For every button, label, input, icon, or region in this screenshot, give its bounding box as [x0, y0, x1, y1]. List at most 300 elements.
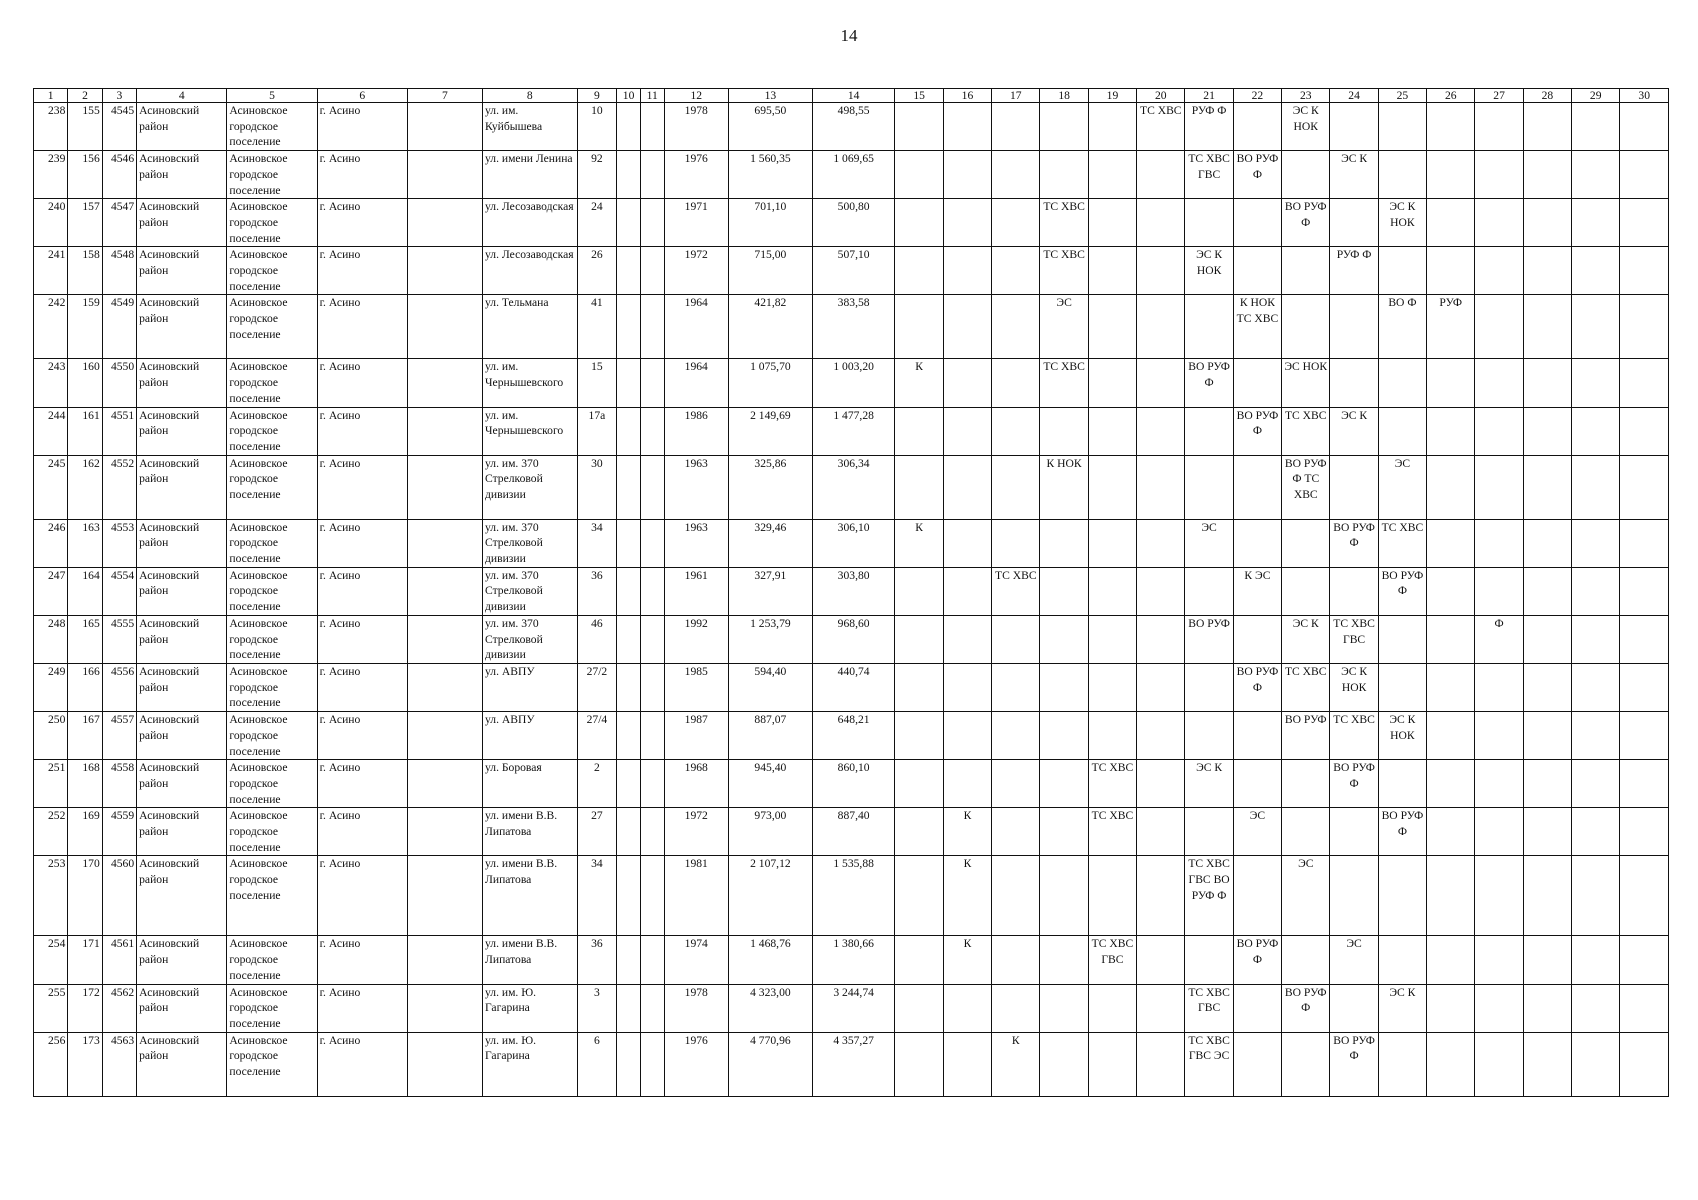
cell-col-7: [407, 936, 482, 984]
cell-col-4: Асиновский район: [137, 856, 227, 936]
cell-col-24: РУФ Ф: [1330, 247, 1378, 295]
cell-col-25: ТС ХВС: [1378, 519, 1426, 567]
cell-col-12: 1978: [664, 984, 728, 1032]
cell-col-20: [1137, 1032, 1185, 1096]
cell-col-26: [1427, 615, 1475, 663]
cell-col-29: [1572, 856, 1620, 936]
cell-col-16: [943, 295, 991, 359]
cell-col-17: [992, 712, 1040, 760]
cell-col-16: [943, 519, 991, 567]
cell-col-18: ТС ХВС: [1040, 247, 1088, 295]
cell-col-4: Асиновский район: [137, 663, 227, 711]
cell-col-7: [407, 151, 482, 199]
cell-col-16: [943, 103, 991, 151]
cell-col-21: ТС ХВС ГВС: [1185, 984, 1233, 1032]
cell-col-6: г. Асино: [317, 1032, 407, 1096]
cell-col-7: [407, 407, 482, 455]
cell-col-27: [1475, 455, 1523, 519]
cell-col-9: 2: [577, 760, 617, 808]
cell-col-26: [1427, 1032, 1475, 1096]
table-body: [34, 103, 1669, 1097]
cell-col-25: ЭС К: [1378, 984, 1426, 1032]
cell-col-22: [1233, 615, 1281, 663]
cell-col-8: ул. Лесозаводская: [483, 247, 578, 295]
cell-col-16: К: [943, 808, 991, 856]
cell-col-19: [1088, 103, 1136, 151]
cell-col-28: [1523, 295, 1571, 359]
cell-col-5: Асиновское городское поселение: [227, 712, 317, 760]
cell-col-14: 440,74: [812, 663, 895, 711]
cell-col-2: 171: [68, 936, 102, 984]
cell-col-6: г. Асино: [317, 151, 407, 199]
cell-col-11: [640, 663, 664, 711]
column-header-25: 25: [1378, 89, 1426, 103]
cell-col-16: [943, 1032, 991, 1096]
column-header-27: 27: [1475, 89, 1523, 103]
cell-col-5: Асиновское городское поселение: [227, 760, 317, 808]
cell-col-10: [617, 760, 641, 808]
cell-col-10: [617, 856, 641, 936]
cell-col-17: [992, 856, 1040, 936]
cell-col-14: 1 069,65: [812, 151, 895, 199]
table-row: [34, 615, 1669, 663]
cell-col-21: ЭС К НОК: [1185, 247, 1233, 295]
table-row: [34, 359, 1669, 407]
cell-col-2: 161: [68, 407, 102, 455]
cell-col-7: [407, 103, 482, 151]
cell-col-8: ул. имени В.В. Липатова: [483, 808, 578, 856]
cell-col-23: ВО РУФ: [1282, 712, 1330, 760]
cell-col-9: 27: [577, 808, 617, 856]
cell-col-18: [1040, 103, 1088, 151]
cell-col-1: 245: [34, 455, 68, 519]
cell-col-15: [895, 455, 943, 519]
cell-col-7: [407, 663, 482, 711]
cell-col-30: [1620, 295, 1669, 359]
cell-col-21: РУФ Ф: [1185, 103, 1233, 151]
cell-col-25: [1378, 760, 1426, 808]
cell-col-27: [1475, 359, 1523, 407]
column-header-18: 18: [1040, 89, 1088, 103]
cell-col-6: г. Асино: [317, 856, 407, 936]
cell-col-21: [1185, 199, 1233, 247]
cell-col-28: [1523, 615, 1571, 663]
cell-col-10: [617, 712, 641, 760]
cell-col-29: [1572, 663, 1620, 711]
cell-col-30: [1620, 247, 1669, 295]
cell-col-29: [1572, 295, 1620, 359]
cell-col-25: [1378, 615, 1426, 663]
cell-col-9: 36: [577, 936, 617, 984]
cell-col-5: Асиновское городское поселение: [227, 103, 317, 151]
cell-col-23: [1282, 247, 1330, 295]
cell-col-8: ул. Тельмана: [483, 295, 578, 359]
cell-col-4: Асиновский район: [137, 808, 227, 856]
cell-col-23: [1282, 808, 1330, 856]
cell-col-20: [1137, 247, 1185, 295]
cell-col-23: ТС ХВС: [1282, 663, 1330, 711]
cell-col-16: [943, 663, 991, 711]
cell-col-26: [1427, 567, 1475, 615]
cell-col-3: 4548: [102, 247, 136, 295]
cell-col-11: [640, 1032, 664, 1096]
cell-col-21: ЭС К: [1185, 760, 1233, 808]
cell-col-26: [1427, 808, 1475, 856]
cell-col-14: 500,80: [812, 199, 895, 247]
cell-col-11: [640, 808, 664, 856]
cell-col-12: 1985: [664, 663, 728, 711]
cell-col-12: 1974: [664, 936, 728, 984]
cell-col-11: [640, 247, 664, 295]
cell-col-2: 157: [68, 199, 102, 247]
cell-col-22: [1233, 1032, 1281, 1096]
cell-col-17: [992, 663, 1040, 711]
cell-col-26: [1427, 760, 1475, 808]
cell-col-28: [1523, 856, 1571, 936]
column-header-4: 4: [137, 89, 227, 103]
table-row: [34, 760, 1669, 808]
cell-col-27: [1475, 519, 1523, 567]
cell-col-21: ТС ХВС ГВС: [1185, 151, 1233, 199]
cell-col-28: [1523, 808, 1571, 856]
cell-col-20: [1137, 856, 1185, 936]
cell-col-30: [1620, 984, 1669, 1032]
cell-col-6: г. Асино: [317, 295, 407, 359]
cell-col-6: г. Асино: [317, 359, 407, 407]
cell-col-6: г. Асино: [317, 199, 407, 247]
cell-col-5: Асиновское городское поселение: [227, 295, 317, 359]
cell-col-2: 173: [68, 1032, 102, 1096]
cell-col-29: [1572, 455, 1620, 519]
cell-col-15: [895, 103, 943, 151]
cell-col-10: [617, 295, 641, 359]
cell-col-17: [992, 936, 1040, 984]
cell-col-8: ул. им. 370 Стрелковой дивизии: [483, 615, 578, 663]
cell-col-25: ВО РУФ Ф: [1378, 808, 1426, 856]
cell-col-26: [1427, 247, 1475, 295]
cell-col-26: [1427, 712, 1475, 760]
cell-col-30: [1620, 663, 1669, 711]
cell-col-10: [617, 984, 641, 1032]
cell-col-29: [1572, 615, 1620, 663]
cell-col-14: 507,10: [812, 247, 895, 295]
cell-col-29: [1572, 359, 1620, 407]
cell-col-14: 383,58: [812, 295, 895, 359]
cell-col-3: 4560: [102, 856, 136, 936]
cell-col-24: [1330, 808, 1378, 856]
cell-col-2: 158: [68, 247, 102, 295]
cell-col-10: [617, 455, 641, 519]
cell-col-10: [617, 615, 641, 663]
cell-col-30: [1620, 455, 1669, 519]
cell-col-24: [1330, 359, 1378, 407]
cell-col-13: 4 323,00: [728, 984, 812, 1032]
cell-col-4: Асиновский район: [137, 567, 227, 615]
cell-col-9: 3: [577, 984, 617, 1032]
cell-col-15: [895, 615, 943, 663]
cell-col-19: ТС ХВС ГВС: [1088, 936, 1136, 984]
cell-col-11: [640, 936, 664, 984]
cell-col-26: [1427, 199, 1475, 247]
cell-col-23: ВО РУФ Ф: [1282, 199, 1330, 247]
cell-col-17: [992, 760, 1040, 808]
cell-col-13: 329,46: [728, 519, 812, 567]
cell-col-3: 4545: [102, 103, 136, 151]
cell-col-26: [1427, 359, 1475, 407]
cell-col-22: ВО РУФ Ф: [1233, 407, 1281, 455]
table-row: [34, 663, 1669, 711]
cell-col-5: Асиновское городское поселение: [227, 519, 317, 567]
cell-col-10: [617, 808, 641, 856]
cell-col-21: [1185, 936, 1233, 984]
cell-col-6: г. Асино: [317, 712, 407, 760]
cell-col-15: [895, 1032, 943, 1096]
column-header-2: 2: [68, 89, 102, 103]
cell-col-22: ЭС: [1233, 808, 1281, 856]
cell-col-27: [1475, 808, 1523, 856]
cell-col-9: 30: [577, 455, 617, 519]
cell-col-13: 1 075,70: [728, 359, 812, 407]
cell-col-13: 2 107,12: [728, 856, 812, 936]
cell-col-5: Асиновское городское поселение: [227, 936, 317, 984]
cell-col-19: [1088, 1032, 1136, 1096]
cell-col-19: [1088, 199, 1136, 247]
cell-col-14: 306,34: [812, 455, 895, 519]
cell-col-16: [943, 407, 991, 455]
cell-col-2: 166: [68, 663, 102, 711]
cell-col-7: [407, 760, 482, 808]
cell-col-13: 887,07: [728, 712, 812, 760]
cell-col-7: [407, 519, 482, 567]
cell-col-6: г. Асино: [317, 407, 407, 455]
cell-col-15: [895, 760, 943, 808]
cell-col-3: 4547: [102, 199, 136, 247]
cell-col-17: [992, 407, 1040, 455]
cell-col-2: 163: [68, 519, 102, 567]
cell-col-1: 240: [34, 199, 68, 247]
cell-col-14: 860,10: [812, 760, 895, 808]
cell-col-22: [1233, 199, 1281, 247]
cell-col-2: 159: [68, 295, 102, 359]
cell-col-4: Асиновский район: [137, 103, 227, 151]
cell-col-3: 4552: [102, 455, 136, 519]
cell-col-20: [1137, 295, 1185, 359]
cell-col-19: [1088, 856, 1136, 936]
cell-col-18: [1040, 615, 1088, 663]
cell-col-30: [1620, 151, 1669, 199]
column-header-14: 14: [812, 89, 895, 103]
cell-col-1: 253: [34, 856, 68, 936]
table-row: [34, 295, 1669, 359]
cell-col-12: 1972: [664, 808, 728, 856]
cell-col-24: ТС ХВС ГВС: [1330, 615, 1378, 663]
cell-col-28: [1523, 199, 1571, 247]
cell-col-12: 1986: [664, 407, 728, 455]
cell-col-18: ТС ХВС: [1040, 199, 1088, 247]
table-row: [34, 199, 1669, 247]
table-row: [34, 455, 1669, 519]
cell-col-7: [407, 808, 482, 856]
cell-col-3: 4558: [102, 760, 136, 808]
cell-col-18: [1040, 936, 1088, 984]
cell-col-7: [407, 712, 482, 760]
cell-col-9: 27/2: [577, 663, 617, 711]
cell-col-25: ВО Ф: [1378, 295, 1426, 359]
cell-col-20: [1137, 760, 1185, 808]
cell-col-19: [1088, 151, 1136, 199]
cell-col-20: [1137, 712, 1185, 760]
cell-col-18: [1040, 984, 1088, 1032]
cell-col-4: Асиновский район: [137, 151, 227, 199]
column-header-8: 8: [483, 89, 578, 103]
cell-col-7: [407, 984, 482, 1032]
cell-col-4: Асиновский район: [137, 1032, 227, 1096]
cell-col-18: [1040, 808, 1088, 856]
cell-col-23: ЭС К НОК: [1282, 103, 1330, 151]
cell-col-2: 156: [68, 151, 102, 199]
cell-col-11: [640, 760, 664, 808]
cell-col-24: [1330, 199, 1378, 247]
cell-col-4: Асиновский район: [137, 936, 227, 984]
cell-col-3: 4562: [102, 984, 136, 1032]
cell-col-24: [1330, 567, 1378, 615]
cell-col-15: [895, 247, 943, 295]
cell-col-7: [407, 455, 482, 519]
cell-col-19: ТС ХВС: [1088, 760, 1136, 808]
cell-col-30: [1620, 808, 1669, 856]
cell-col-20: [1137, 663, 1185, 711]
cell-col-3: 4561: [102, 936, 136, 984]
cell-col-1: 256: [34, 1032, 68, 1096]
cell-col-3: 4563: [102, 1032, 136, 1096]
cell-col-18: [1040, 519, 1088, 567]
cell-col-27: [1475, 567, 1523, 615]
cell-col-23: ВО РУФ Ф ТС ХВС: [1282, 455, 1330, 519]
cell-col-30: [1620, 615, 1669, 663]
cell-col-4: Асиновский район: [137, 984, 227, 1032]
cell-col-1: 243: [34, 359, 68, 407]
cell-col-22: ВО РУФ Ф: [1233, 663, 1281, 711]
column-header-16: 16: [943, 89, 991, 103]
cell-col-19: [1088, 359, 1136, 407]
cell-col-7: [407, 247, 482, 295]
cell-col-18: [1040, 407, 1088, 455]
cell-col-22: [1233, 760, 1281, 808]
cell-col-25: [1378, 247, 1426, 295]
column-header-20: 20: [1137, 89, 1185, 103]
cell-col-30: [1620, 407, 1669, 455]
column-header-21: 21: [1185, 89, 1233, 103]
cell-col-13: 973,00: [728, 808, 812, 856]
cell-col-27: [1475, 1032, 1523, 1096]
cell-col-2: 162: [68, 455, 102, 519]
cell-col-27: [1475, 984, 1523, 1032]
cell-col-28: [1523, 247, 1571, 295]
cell-col-4: Асиновский район: [137, 615, 227, 663]
cell-col-25: ЭС: [1378, 455, 1426, 519]
cell-col-21: [1185, 455, 1233, 519]
cell-col-30: [1620, 712, 1669, 760]
cell-col-6: г. Асино: [317, 519, 407, 567]
cell-col-27: Ф: [1475, 615, 1523, 663]
cell-col-5: Асиновское городское поселение: [227, 856, 317, 936]
cell-col-15: [895, 936, 943, 984]
cell-col-5: Асиновское городское поселение: [227, 407, 317, 455]
cell-col-23: [1282, 760, 1330, 808]
cell-col-16: [943, 455, 991, 519]
cell-col-14: 306,10: [812, 519, 895, 567]
cell-col-23: ТС ХВС: [1282, 407, 1330, 455]
cell-col-5: Асиновское городское поселение: [227, 247, 317, 295]
cell-col-3: 4546: [102, 151, 136, 199]
cell-col-12: 1963: [664, 455, 728, 519]
cell-col-26: [1427, 856, 1475, 936]
cell-col-24: ВО РУФ Ф: [1330, 519, 1378, 567]
cell-col-27: [1475, 712, 1523, 760]
cell-col-25: [1378, 856, 1426, 936]
cell-col-1: 246: [34, 519, 68, 567]
column-header-1: 1: [34, 89, 68, 103]
table-row: [34, 407, 1669, 455]
cell-col-15: [895, 856, 943, 936]
cell-col-17: [992, 359, 1040, 407]
cell-col-19: [1088, 295, 1136, 359]
cell-col-10: [617, 407, 641, 455]
cell-col-14: 303,80: [812, 567, 895, 615]
cell-col-23: [1282, 295, 1330, 359]
cell-col-9: 15: [577, 359, 617, 407]
cell-col-3: 4553: [102, 519, 136, 567]
cell-col-5: Асиновское городское поселение: [227, 455, 317, 519]
cell-col-1: 252: [34, 808, 68, 856]
cell-col-6: г. Асино: [317, 615, 407, 663]
cell-col-5: Асиновское городское поселение: [227, 1032, 317, 1096]
cell-col-1: 242: [34, 295, 68, 359]
cell-col-24: [1330, 455, 1378, 519]
cell-col-12: 1964: [664, 359, 728, 407]
cell-col-11: [640, 199, 664, 247]
cell-col-3: 4555: [102, 615, 136, 663]
cell-col-17: ТС ХВС: [992, 567, 1040, 615]
cell-col-9: 10: [577, 103, 617, 151]
cell-col-18: [1040, 663, 1088, 711]
cell-col-23: [1282, 1032, 1330, 1096]
cell-col-22: [1233, 856, 1281, 936]
cell-col-21: ТС ХВС ГВС ВО РУФ Ф: [1185, 856, 1233, 936]
cell-col-28: [1523, 359, 1571, 407]
cell-col-10: [617, 103, 641, 151]
cell-col-20: [1137, 984, 1185, 1032]
cell-col-8: ул. им. Чернышевского: [483, 407, 578, 455]
cell-col-8: ул. АВПУ: [483, 663, 578, 711]
cell-col-13: 695,50: [728, 103, 812, 151]
cell-col-20: [1137, 359, 1185, 407]
cell-col-26: РУФ: [1427, 295, 1475, 359]
cell-col-19: [1088, 984, 1136, 1032]
cell-col-9: 41: [577, 295, 617, 359]
cell-col-20: [1137, 936, 1185, 984]
cell-col-12: 1981: [664, 856, 728, 936]
column-header-3: 3: [102, 89, 136, 103]
cell-col-25: ЭС К НОК: [1378, 712, 1426, 760]
cell-col-29: [1572, 151, 1620, 199]
cell-col-28: [1523, 1032, 1571, 1096]
cell-col-15: [895, 663, 943, 711]
cell-col-5: Асиновское городское поселение: [227, 808, 317, 856]
cell-col-12: 1987: [664, 712, 728, 760]
cell-col-8: ул. АВПУ: [483, 712, 578, 760]
cell-col-29: [1572, 1032, 1620, 1096]
